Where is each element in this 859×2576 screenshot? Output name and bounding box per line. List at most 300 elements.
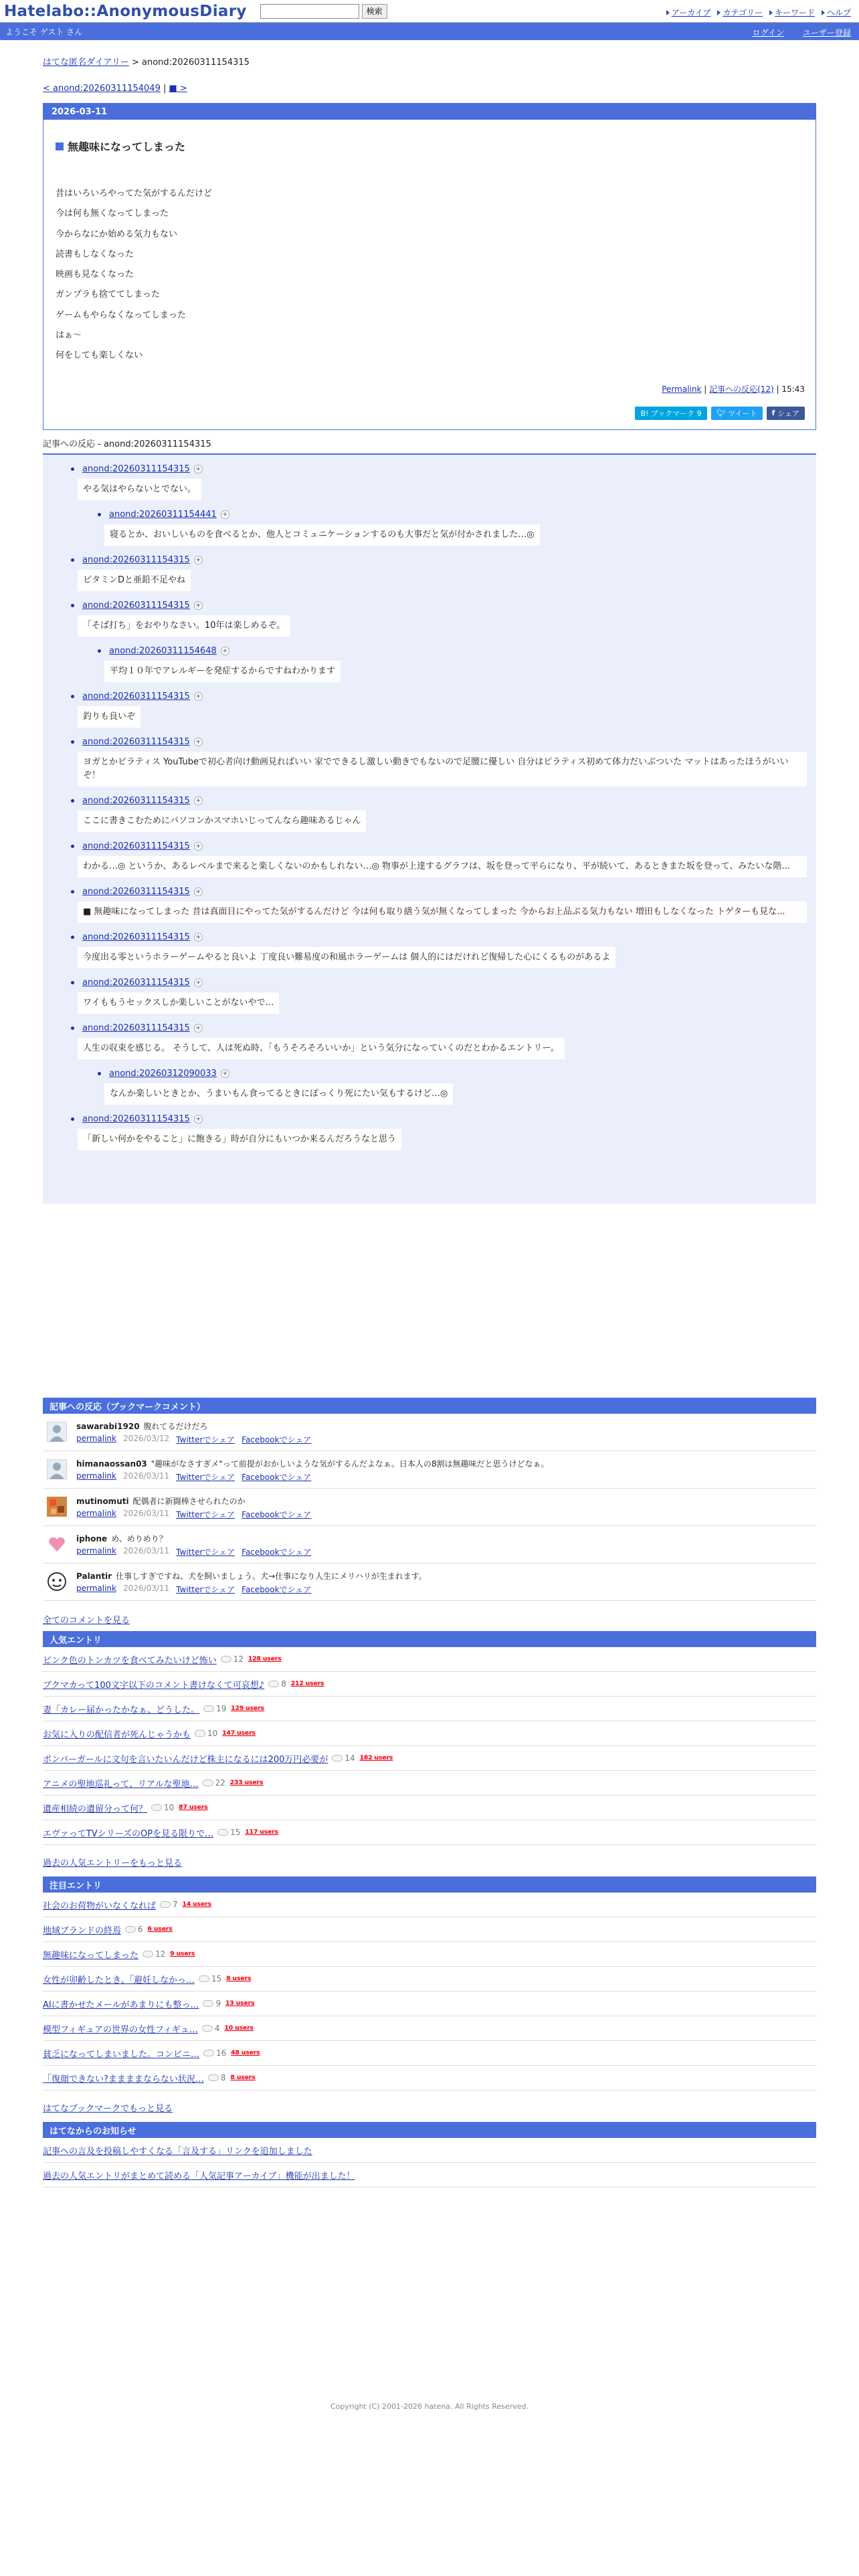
comment-count[interactable]	[217, 1828, 240, 1837]
response-header	[52, 645, 807, 658]
bookmark-comment-line	[76, 1420, 311, 1432]
bookmark-comment-text: 腹れてるだけだろ	[143, 1422, 208, 1431]
entry-list-item	[43, 1771, 816, 1796]
breadcrumb	[43, 55, 816, 68]
featured-entries-list	[43, 1893, 816, 2090]
bullet-icon	[71, 740, 74, 744]
entry-list-link[interactable]: エヴァってTVシリーズのOPを見る限りで…	[43, 1828, 214, 1839]
comment-count-value: 8	[220, 2073, 226, 2082]
welcome-bar	[0, 23, 859, 40]
expand-icon[interactable]: +	[194, 796, 203, 805]
comment-bubble-icon	[203, 2000, 213, 2007]
expand-icon[interactable]: +	[194, 692, 203, 701]
response-link[interactable]: anond:20260311154315	[82, 601, 190, 611]
expand-icon[interactable]: +	[194, 465, 203, 473]
bullet-icon	[71, 845, 74, 848]
search-button[interactable]: 検索	[362, 4, 387, 19]
response-link[interactable]: anond:20260311154315	[82, 691, 190, 702]
users-badge[interactable]: 9 users	[170, 1951, 195, 1957]
users-badge[interactable]: 212 users	[290, 1681, 324, 1687]
response-item	[52, 736, 807, 786]
nav-keyword[interactable]	[769, 7, 815, 18]
bullet-icon	[71, 981, 74, 984]
entry-list-link[interactable]: 「復顔できない?ままままならない状況…	[43, 2074, 204, 2084]
bookmark-comment-meta	[76, 1584, 427, 1595]
bullet-icon	[71, 936, 74, 939]
popular-more-link[interactable]: 過去の人気エントリーをもっと見る	[43, 1858, 183, 1868]
comment-bubble-icon	[195, 1730, 205, 1737]
response-link[interactable]: anond:20260312090033	[109, 1069, 217, 1079]
response-header	[52, 1067, 807, 1081]
bookmark-comment	[43, 1414, 816, 1451]
notice-link[interactable]: 過去の人気エントリがまとめて読める「人気記事アーカイブ」機能が出ました！	[43, 2171, 355, 2181]
comment-count[interactable]	[268, 1679, 286, 1689]
entry-list-item	[43, 1967, 816, 1992]
expand-icon[interactable]: +	[194, 1115, 203, 1123]
comment-count-value: 15	[211, 1974, 222, 1983]
triangle-icon	[769, 10, 773, 15]
entry-body-line: 昔はいろいろやってた気がするんだけど	[56, 189, 213, 199]
entry-list-item	[43, 1942, 816, 1967]
comment-count-value: 15	[230, 1828, 241, 1837]
user-avatar[interactable]	[45, 1420, 68, 1443]
facebook-share-link[interactable]: Facebookでシェア	[242, 1585, 312, 1594]
comment-bubble-icon	[202, 2025, 213, 2032]
response-text: やる気はやらないとでない。	[78, 479, 201, 500]
entry-list-link[interactable]: ブクマカって100文字以下のコメント書けなくて可哀想♪	[43, 1680, 265, 1691]
response-link[interactable]: anond:20260311154315	[82, 932, 190, 943]
users-badge[interactable]: 6 users	[147, 1926, 173, 1933]
response-text: 寝るとか、おいしいものを食べるとか、他人とコミュニケーションするのも大事だと気が付かされました…◎	[104, 524, 540, 546]
user-avatar[interactable]	[45, 1458, 68, 1481]
comment-bubble-icon	[332, 1755, 343, 1761]
nav-keyword-link[interactable]: キーワード	[774, 8, 815, 17]
comment-count[interactable]	[199, 1974, 221, 1983]
response-link[interactable]: anond:20260311154315	[82, 464, 190, 475]
notices-title: はてなからのお知らせ	[43, 2122, 816, 2138]
breadcrumb-current: anond:20260311154315	[142, 58, 250, 68]
bullet-icon	[71, 558, 74, 562]
response-text: ここに書きこむためにパソコンかスマホいじってんなら趣味あるじゃん	[78, 811, 366, 832]
reactions-link[interactable]: 記事への反応(12)	[709, 384, 774, 394]
facebook-share-link[interactable]: Facebookでシェア	[242, 1435, 312, 1444]
users-badge[interactable]: 14 users	[182, 1901, 211, 1908]
entry-body-line: 映画も見なくなった	[56, 270, 134, 280]
comment-count-value: 7	[173, 1900, 178, 1909]
header-nav	[666, 7, 851, 18]
bookmark-comment-text: "趣味がなさすぎメ"って前提がおかしいような気がするんだよなぁ。日本人の8割は無趣味だと思うけどなぁ。	[151, 1459, 549, 1469]
bookmark-comment-text: 配偶者に新闘棒させられたのか	[132, 1497, 246, 1506]
comment-bubble-icon	[142, 1951, 153, 1957]
bullet-icon	[71, 890, 74, 893]
expand-icon[interactable]: +	[194, 933, 203, 942]
response-header	[52, 840, 807, 853]
hatena-bookmark-button[interactable]: B! ブックマーク 9	[635, 407, 706, 420]
bullet-icon	[71, 695, 74, 698]
tweet-button-label: ツイート	[728, 409, 757, 418]
response-header	[52, 599, 807, 613]
comment-count[interactable]	[203, 1778, 225, 1788]
bookmark-user-name[interactable]: Palantir	[76, 1572, 112, 1581]
comment-count[interactable]	[151, 1803, 174, 1812]
users-badge[interactable]: 182 users	[359, 1755, 393, 1761]
expand-icon[interactable]: +	[221, 1069, 229, 1078]
entry-list-item	[43, 1647, 816, 1672]
expand-icon[interactable]: +	[194, 556, 203, 564]
entry-footer	[43, 383, 805, 395]
user-avatar[interactable]	[45, 1495, 68, 1518]
bookmark-comment-meta	[76, 1546, 311, 1558]
comment-count-value: 12	[155, 1949, 166, 1959]
comment-bubble-icon	[203, 2050, 214, 2056]
response-item	[52, 840, 807, 877]
response-text: 今度出る零というホラーゲームやると良いよ 丁度良い難易度の和風ホラーゲームは 個人的にはだけれど復帰した心にくるものがあるよ	[78, 947, 615, 968]
bookmark-comments-section	[43, 1398, 816, 2187]
top-header	[0, 0, 859, 23]
bookmark-comment-meta	[76, 1471, 549, 1483]
entry-list-item	[43, 2016, 816, 2041]
bookmark-permalink[interactable]: permalink	[76, 1546, 116, 1555]
response-header	[52, 976, 807, 990]
response-text: 「そば打ち」をおやりなさい。10年は楽しめるぞ。	[78, 615, 290, 637]
response-item	[52, 1022, 807, 1113]
entry-title[interactable]	[56, 138, 816, 154]
entry-list-link[interactable]: 貧乏になってしまいました。コンビニ…	[43, 2049, 200, 2060]
bookmark-comment-body	[76, 1570, 427, 1595]
square-icon	[56, 142, 64, 150]
users-badge[interactable]: 233 users	[229, 1780, 264, 1786]
bookmark-comments-list	[43, 1414, 816, 1601]
twitter-share-link[interactable]: Twitterでシェア	[176, 1435, 235, 1444]
popular-entries-section	[43, 1631, 816, 1868]
comment-count-value: 10	[207, 1729, 218, 1738]
footer-separator: |	[701, 384, 710, 394]
users-badge[interactable]: 8 users	[230, 2074, 256, 2081]
entry-list-item	[43, 1746, 816, 1771]
response-item	[52, 690, 807, 736]
bookmark-user-name[interactable]: sawarabi1920	[76, 1422, 140, 1431]
expand-icon[interactable]: +	[194, 1024, 203, 1033]
response-text: わかる…◎ というか、あるレベルまで来ると楽しくないのかもしれない…◎ 物事が上達するグラフは、坂を登って平らになり、平が続いて、あるときまた坂を登って、みたいな階...	[78, 856, 807, 877]
comment-count[interactable]	[160, 1900, 178, 1909]
nav-help-link[interactable]: ヘルプ	[826, 8, 851, 17]
entry-list-link[interactable]: 妻「カレー届かったかなぁ、どうした。	[43, 1705, 200, 1715]
entry-list-link[interactable]: アニメの聖地巡礼って、リアルな聖地…	[43, 1779, 199, 1790]
entry-list-item	[43, 1796, 816, 1820]
response-link[interactable]: anond:20260311154315	[82, 887, 190, 897]
bookmark-date: 2026/03/11	[123, 1471, 170, 1481]
response-text: ヨガとかピラティス YouTubeで初心者向け動画見ればいい 家でできるし激しい動きでもないので足腰に優しい 自分はピラティス初めて体力だいぶついた マットはあったほうがいいぞ！	[78, 752, 807, 786]
response-item	[52, 794, 807, 840]
response-text: ■ 無趣味になってしまった 昔は真面目にやってた気がするんだけど 今は何も取り繕う気が無くなってしまった 今からお上品ぶる気力もない 増田もしなくなった トゲターも見な...	[78, 901, 807, 923]
bookmark-permalink[interactable]: permalink	[76, 1434, 116, 1443]
bookmark-permalink[interactable]: permalink	[76, 1471, 116, 1481]
bookmark-comment-line	[76, 1533, 311, 1545]
twitter-share-link[interactable]: Twitterでシェア	[176, 1585, 235, 1594]
comment-bubble-icon	[217, 1829, 228, 1836]
expand-icon[interactable]: +	[194, 978, 203, 987]
entry-body-line: ガンプラも捨ててしまった	[56, 290, 161, 300]
notices-section	[43, 2122, 816, 2187]
facebook-icon: f	[771, 409, 778, 418]
entry-list-link[interactable]: 無趣味になってしまった	[43, 1950, 139, 1961]
tweet-button[interactable]	[711, 407, 763, 420]
bookmark-user-name[interactable]: himanaossan03	[76, 1459, 147, 1469]
notice-link[interactable]: 記事への言及を投稿しやすくなる「言及する」リンクを追加しました	[43, 2146, 312, 2157]
user-avatar[interactable]	[45, 1533, 68, 1555]
comment-count[interactable]	[125, 1925, 143, 1934]
comment-bubble-icon	[160, 1901, 171, 1908]
nav-category[interactable]	[717, 7, 763, 18]
breadcrumb-separator: >	[128, 58, 142, 68]
search-input[interactable]	[260, 4, 359, 19]
response-link[interactable]: anond:20260311154315	[82, 841, 190, 852]
user-avatar[interactable]	[45, 1570, 68, 1593]
comment-count[interactable]	[203, 1999, 221, 2008]
response-text: 「新しい何かをやること」に飽きる」時が自分にもいつか来るんだろうなと思う	[78, 1129, 401, 1150]
entry-list-link[interactable]: 模型フィギュアの世界の女性フィギュ…	[43, 2024, 198, 2035]
response-item	[52, 976, 807, 1022]
popular-entries-list	[43, 1647, 816, 1845]
expand-icon[interactable]: +	[221, 510, 229, 519]
facebook-share-button[interactable]	[767, 407, 805, 420]
entry-list-item	[43, 2041, 816, 2066]
bookmark-user-name[interactable]: iphone	[76, 1534, 108, 1543]
featured-entries-title: 注目エントリ	[43, 1876, 816, 1893]
bookmark-comments-title: 記事への反応（ブックマークコメント）	[43, 1398, 816, 1414]
expand-icon[interactable]: +	[194, 887, 203, 896]
notice-item	[43, 2138, 816, 2163]
comment-bubble-icon	[203, 1705, 214, 1712]
triangle-icon	[666, 10, 670, 15]
response-item	[52, 1113, 807, 1158]
entry-list-link[interactable]: 地域ブランドの終焉	[43, 1925, 122, 1936]
expand-icon[interactable]: +	[194, 842, 203, 851]
bookmark-comment-text: め、めりめり？	[111, 1534, 167, 1543]
bookmark-user-name[interactable]: mutinomuti	[76, 1497, 129, 1506]
comment-count[interactable]	[208, 2073, 226, 2082]
twitter-share-link[interactable]: Twitterでシェア	[176, 1510, 235, 1519]
entry-list-item	[43, 1697, 816, 1721]
comment-count-value: 4	[214, 2024, 220, 2033]
site-logo[interactable]: Hatelabo::AnonymousDiary	[4, 2, 247, 20]
comment-count[interactable]	[203, 2048, 226, 2058]
entry-box	[43, 103, 816, 430]
twitter-icon: 🐦︎	[716, 409, 729, 418]
bookmark-comment-line	[76, 1495, 311, 1507]
users-badge[interactable]: 13 users	[225, 2000, 255, 2007]
bookmark-comment-meta	[76, 1434, 311, 1445]
response-link[interactable]: anond:20260311154315	[82, 1023, 190, 1034]
response-header	[52, 1113, 807, 1126]
bookmark-comment-text: 仕事しすぎですね、犬を飼いましょう。犬→仕事になり人生にメリハリが生まれます。	[116, 1572, 427, 1581]
comment-count[interactable]	[203, 1704, 226, 1713]
nav-help[interactable]	[822, 7, 851, 18]
facebook-share-link[interactable]: Facebookでシェア	[242, 1510, 312, 1519]
response-text: ワイももうセックスしか楽しいことがないやで…	[78, 992, 279, 1014]
responses-box	[43, 453, 816, 1204]
users-badge[interactable]: 10 users	[224, 2025, 254, 2032]
bookmark-comment-body	[76, 1533, 311, 1558]
bookmark-comment-body	[76, 1420, 311, 1445]
response-link[interactable]: anond:20260311154315	[82, 796, 190, 807]
facebook-share-link[interactable]: Facebookでシェア	[242, 1473, 312, 1482]
response-item	[52, 885, 807, 923]
bookmark-comment-body	[76, 1458, 549, 1483]
bookmark-comment	[43, 1451, 816, 1489]
nav-category-link[interactable]: カテゴリー	[723, 8, 763, 17]
twitter-share-link[interactable]: Twitterでシェア	[176, 1547, 235, 1557]
response-text: なんか楽しいときとか、うまいもん食ってるときにぽっくり死にたい気もするけど…◎	[104, 1083, 453, 1105]
entry-list-item	[43, 1917, 816, 1942]
twitter-share-link[interactable]: Twitterでシェア	[176, 1473, 235, 1482]
entry-list-link[interactable]: ピンク色のトンカツを食べてみたいけど怖い	[43, 1655, 217, 1666]
entry-list-item	[43, 1721, 816, 1746]
entry-body-line: はぁ〜	[56, 330, 82, 341]
response-header	[52, 554, 807, 567]
notices-list	[43, 2138, 816, 2187]
responses-label: 記事への反応 - anond:20260311154315	[43, 439, 211, 449]
users-badge[interactable]: 128 users	[248, 1656, 282, 1662]
entry-list-link[interactable]: AIに書かせたメールがあまりにも整っ…	[43, 2000, 199, 2010]
triangle-icon	[717, 10, 721, 15]
notice-item	[43, 2163, 816, 2187]
response-link[interactable]: anond:20260311154441	[109, 510, 217, 520]
expand-icon[interactable]: +	[221, 647, 229, 655]
bookmark-permalink[interactable]: permalink	[76, 1509, 116, 1518]
share-row	[43, 407, 805, 420]
comment-bubble-icon	[125, 1926, 136, 1933]
entry-body-line: ゲームもやらなくなってしまった	[56, 310, 187, 320]
facebook-share-label: シェア	[777, 409, 799, 418]
comment-count-value: 12	[233, 1654, 244, 1664]
expand-icon[interactable]: +	[194, 601, 203, 610]
response-item	[52, 554, 807, 599]
response-link[interactable]: anond:20260311154315	[82, 737, 190, 748]
nav-archive[interactable]	[666, 7, 711, 18]
entry-list-link[interactable]: 女性が卯齢したとき、「避妊しなかっ…	[43, 1975, 195, 1985]
response-header	[52, 508, 807, 522]
entry-list-link[interactable]: お気に入りの配信者が死んじゃうかも	[43, 1729, 191, 1740]
comment-count-value: 22	[215, 1778, 225, 1788]
main-content	[43, 40, 816, 1204]
comment-bubble-icon	[199, 1975, 209, 1982]
comment-count[interactable]	[202, 2024, 220, 2033]
response-header	[52, 690, 807, 704]
bookmark-comment	[43, 1526, 816, 1564]
entry-list-item	[43, 1672, 816, 1697]
users-badge[interactable]: 147 users	[222, 1730, 256, 1737]
comment-count[interactable]	[195, 1729, 217, 1738]
bullet-icon	[71, 604, 74, 607]
response-link[interactable]: anond:20260311154315	[82, 555, 190, 566]
bookmark-comment-line	[76, 1458, 549, 1470]
entry-time: | 15:43	[773, 384, 805, 394]
comment-count-value: 6	[138, 1925, 143, 1934]
welcome-text: ようこそ ゲスト さん	[5, 27, 83, 37]
response-text: 釣りも良いぞ	[78, 706, 140, 728]
bookmark-date: 2026/03/11	[123, 1584, 170, 1593]
bookmark-comment-body	[76, 1495, 311, 1520]
bullet-icon	[71, 1117, 74, 1121]
comment-count-value: 19	[216, 1704, 227, 1713]
permalink-link[interactable]: Permalink	[662, 384, 702, 394]
next-entry-link[interactable]: ■ >	[169, 84, 187, 94]
featured-more-link[interactable]: はてなブックマークでもっと見る	[43, 2104, 173, 2114]
entry-list-item	[43, 1820, 816, 1845]
comment-bubble-icon	[203, 1780, 213, 1786]
copyright: Copyright (C) 2001-2026 hatena. All Rights Reserved.	[330, 2402, 529, 2411]
bookmark-permalink[interactable]: permalink	[76, 1584, 116, 1593]
users-badge[interactable]: 8 users	[226, 1975, 252, 1982]
nav-archive-link[interactable]: アーカイブ	[671, 8, 711, 17]
entry-body-line: 何をしても楽しくない	[56, 350, 143, 361]
response-link[interactable]: anond:20260311154648	[109, 646, 217, 657]
response-header	[52, 1022, 807, 1035]
prev-entry-link[interactable]: < anond:20260311154049	[43, 84, 161, 94]
comment-count[interactable]	[332, 1753, 355, 1763]
response-text: 人生の収束を感じる。 そうして、人は死ぬ時、「もうそろそろいいか」という気分になっていくのだとわかるエントリー。	[78, 1038, 565, 1059]
breadcrumb-home[interactable]: はてな匿名ダイアリー	[43, 58, 129, 68]
entry-list-link[interactable]: 社会のお荷物がいなくなれば	[43, 1901, 157, 1911]
response-item	[52, 599, 807, 690]
users-badge[interactable]: 48 users	[231, 2050, 260, 2056]
bookmark-comment-line	[76, 1570, 427, 1582]
entry-list-link[interactable]: 遺産相続の遺留分って何？	[43, 1804, 148, 1814]
bookmark-comment-meta	[76, 1509, 311, 1520]
entry-body-line: 今は何も無くなってしまった	[56, 209, 169, 219]
featured-entries-section	[43, 1876, 816, 2114]
expand-icon[interactable]: +	[194, 738, 203, 746]
entry-list-item	[43, 1893, 816, 1917]
response-link[interactable]: anond:20260311154315	[82, 978, 190, 988]
entry-body-line: 今からなにか始める気力もない	[56, 229, 178, 239]
bullet-icon	[71, 467, 74, 471]
comment-count-value: 8	[281, 1679, 286, 1689]
response-text: ビタミンDと亜鉛不足やね	[78, 570, 191, 591]
bullet-icon	[98, 1072, 101, 1075]
users-badge[interactable]: 117 users	[245, 1829, 279, 1836]
popular-entries-title: 人気エントリ	[43, 1631, 816, 1647]
bookmark-date: 2026/03/12	[123, 1434, 170, 1443]
entry-list-link[interactable]: ボンバーガールに文句を言いたいんだけど株主になるには200万円必要が	[43, 1754, 328, 1765]
login-link[interactable]: ログイン	[752, 28, 784, 37]
entry-title-text[interactable]: 無趣味になってしまった	[68, 140, 186, 153]
bullet-icon	[98, 513, 101, 516]
response-header	[52, 885, 807, 899]
comment-count-value: 10	[164, 1803, 175, 1812]
comment-count-value: 14	[345, 1753, 355, 1763]
bookmark-date: 2026/03/11	[123, 1546, 170, 1555]
bullet-icon	[71, 799, 74, 802]
entry-body-line: 読書もしなくなった	[56, 249, 134, 259]
users-badge[interactable]: 87 users	[179, 1804, 208, 1811]
all-comments-link[interactable]: 全てのコメントを見る	[43, 1616, 130, 1626]
comment-count-value: 9	[215, 1999, 221, 2008]
bookmark-comment	[43, 1489, 816, 1526]
comment-count[interactable]	[142, 1949, 165, 1959]
register-link[interactable]: ユーザー登録	[802, 28, 851, 37]
response-link[interactable]: anond:20260311154315	[82, 1114, 190, 1125]
comment-bubble-icon	[208, 2074, 219, 2081]
comment-count[interactable]	[221, 1654, 244, 1664]
bookmark-date: 2026/03/11	[123, 1509, 170, 1518]
users-badge[interactable]: 129 users	[231, 1705, 264, 1712]
comment-count-value: 16	[216, 2048, 227, 2058]
facebook-share-link[interactable]: Facebookでシェア	[242, 1547, 312, 1557]
comment-bubble-icon	[221, 1656, 231, 1662]
bullet-icon	[71, 1027, 74, 1030]
